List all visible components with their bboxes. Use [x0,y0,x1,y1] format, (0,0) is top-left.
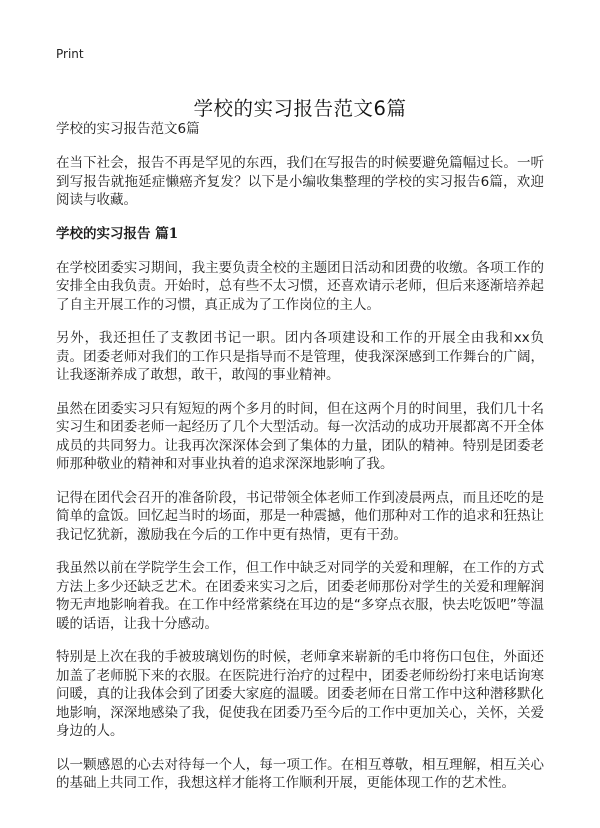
body-paragraph-4: 记得在团代会召开的准备阶段，书记带领全体老师工作到凌晨两点，而且还吃的是简单的盒饭。回忆起当时的场面，那是一种震撼，他们那种对工作的追求和狂热让我记忆犹新，激励我在今后的工作中更有热情，更有干劲。 [56,489,544,543]
document-body [56,120,544,808]
intro-paragraph: 在当下社会，报告不再是罕见的东西，我们在写报告的时候要避免篇幅过长。一听到写报告就拖延症懒癌齐复发？以下是小编收集整理的学校的实习报告6篇，欢迎阅读与收藏。 [56,155,544,208]
print-label: Print [56,47,84,61]
body-paragraph-1: 在学校团委实习期间，我主要负责全校的主题团日活动和团费的收缴。各项工作的安排全由我负责。开始时，总有些不太习惯，还喜欢请示老师，但后来逐渐培养起了自主开展工作的习惯，真正成为了工作岗位的主人。 [56,259,544,313]
document-title: 学校的实习报告范文6篇 [193,97,407,121]
document-subtitle: 学校的实习报告范文6篇 [56,121,200,137]
section-heading: 学校的实习报告 篇1 [56,225,179,242]
body-paragraph-2: 另外，我还担任了支教团书记一职。团内各项建设和工作的开展全由我和xx负责。团委老师对我们的工作只是指导而不是管理，使我深深感到工作舞台的广阔，让我逐渐养成了敢想，敢干，敢闯的事业精神。 [56,330,544,383]
body-paragraph-6: 特别是上次在我的手被玻璃划伤的时候，老师拿来崭新的毛巾将伤口包住，外面还加盖了老师脱下来的衣服。在医院进行治疗的过程中，团委老师纷纷打来电话询寒问暖，真的让我体会到了团委大家庭的温暖。团委老师在日常工作中这种潜移默化地影响，深深地感染了我，促使我在团委乃至今后的工作中更加关心，关怀，关爱身边的人。 [56,649,544,739]
body-paragraph-3: 虽然在团委实习只有短短的两个多月的时间，但在这两个月的时间里，我们几十名实习生和团委老师一起经历了几个大型活动。每一次活动的成功开展都离不开全体成员的共同努力。让我再次深深体会到了集体的力量，团队的精神。特别是团委老师那种敬业的精神和对事业执着的追求深深地影响了我。 [56,400,544,472]
body-paragraph-7: 以一颗感恩的心去对待每一个人，每一项工作。在相互尊敬，相互理解，相互关心的基础上共同工作，我想这样才能将工作顺利开展，更能体现工作的艺术性。 [56,756,544,791]
body-paragraph-5: 我虽然以前在学院学生会工作，但工作中缺乏对同学的关爱和理解，在工作的方式方法上多少还缺乏艺术。在团委来实习之后，团委老师那份对学生的关爱和理解润物无声地影响着我。在工作中经常萦绕在耳边的是“多穿点衣服，快去吃饭吧”等温暖的话语，让我十分感动。 [56,560,544,632]
